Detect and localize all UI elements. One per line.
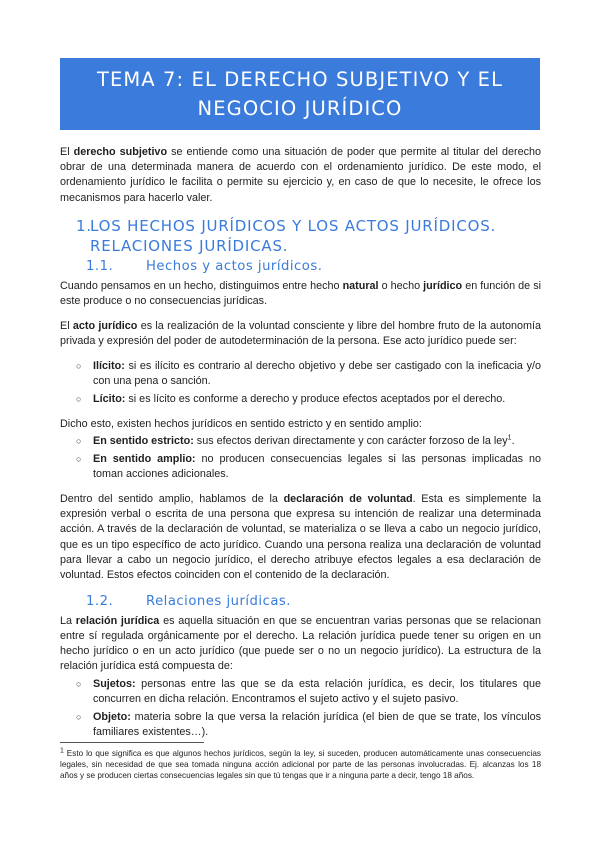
bullet-icon: ○ xyxy=(76,454,82,465)
list-item: ○ En sentido estricto: sus efectos derivan directamente y con carácter forzoso de la ley$^1$. xyxy=(60,434,541,449)
document-body xyxy=(60,145,541,750)
list-estructura xyxy=(60,677,541,741)
section-number: 1. xyxy=(76,216,92,235)
paragraph-relacion: La relación jurídica es aquella situación en que se encuentran varias personas que se relacionan entre sí regulada orgánicamente por el derecho. La relación jurídica puede tener su origen en un hecho jurídico o en un acto jurídico (que puede ser o no un negocio jurídico). La estructura de la relación jurídica está compuesta de: xyxy=(60,614,542,673)
paragraph-declaracion: Dentro del sentido amplio, hablamos de la declaración de voluntad. Esta es simplemente la expresión verbal o escrita de una persona que expresa su intención de realizar una determinada acción. A través de la declaración de voluntad, se materializa o se lleva a cabo un negocio jurídico, que es un tipo específico de acto jurídico. Cuando una persona realiza una declaración de voluntad para llevar a cabo un negocio jurídico, el derecho atribuye efectos legales a esa declaración de voluntad. Estos efectos coinciden con el contenido de la declaración. xyxy=(60,493,541,582)
list-item: ○ Sujetos: personas entre las que se da esta relación jurídica, es decir, los titulares que concurren en dicha relación. Encontramos el sujeto activo y el sujeto pasivo. xyxy=(76,677,541,705)
section-title: LOS HECHOS JURÍDICOS Y LOS ACTOS JURÍDICOS. RELACIONES JURÍDICAS. xyxy=(90,216,497,255)
bullet-icon: ○ xyxy=(76,394,82,405)
bullet-icon: ○ xyxy=(76,435,82,446)
list-item: ○ En sentido amplio: no producen consecuencias legales si las personas implicadas no toman acciones adicionales. xyxy=(76,453,541,481)
bullet-icon: ○ xyxy=(76,711,82,722)
intro-paragraph: El derecho subjetivo se entiende como una situación de poder que permite al titular del derecho obrar de una determinada manera de acuerdo con el ordenamiento jurídico. De este modo, el ordenamiento jurídico le facilita o permite su ejercicio y, en caso de que lo necesite, le ofrece los mecanismos para hacerlo valer. xyxy=(60,146,541,204)
footnote-ref[interactable]: 1 xyxy=(507,434,512,442)
paragraph-hechos: Cuando pensamos en un hecho, distinguimos entre hecho natural o hecho jurídico en función de si este produce o no consecuencias jurídicas. xyxy=(60,279,542,308)
bullet-icon: ○ xyxy=(76,678,82,689)
list-acto-types xyxy=(60,359,541,408)
bullet-icon: ○ xyxy=(76,360,82,371)
footnote: $^1$ Esto lo que significa es que algunos hechos jurídicos, según la ley, si suceden, producen automáticamente unas consecuencias legales, sin necesidad de que sea tomada ninguna acción adicional por parte de las personas involucradas. Ej. alcanzas los 18 años y se producen ciertas consecuencias legales sin que tú tengas que ir a ninguna parte a decir, tengo 18 años. xyxy=(60,747,541,781)
list-item: ○ Lícito: si es lícito es conforme a derecho y produce efectos aceptados por el derecho. xyxy=(60,392,541,407)
paragraph-sentidos: Dicho esto, existen hechos jurídicos en sentido estricto y en sentido amplio: xyxy=(60,417,422,430)
paragraph-acto-juridico: El acto jurídico es la realización de la voluntad consciente y libre del hombre fruto de la autonomía privada y expresión del poder de autodeterminación de la persona. Ese acto jurídico puede ser: xyxy=(60,319,541,347)
list-item: ○ Objeto: materia sobre la que versa la relación jurídica (el bien de que se trate, los vínculos familiares existentes…). xyxy=(76,710,541,739)
subsection-heading-1-1: 1.1. Hechos y actos jurídicos. xyxy=(86,258,323,274)
subsection-heading-1-2: 1.2. Relaciones jurídicas. xyxy=(86,593,291,609)
section-heading-1 xyxy=(60,216,541,256)
page-title: TEMA 7: EL DERECHO SUBJETIVO Y EL NEGOCIO JURÍDICO xyxy=(60,58,540,130)
list-sentidos xyxy=(60,434,541,483)
footnote-divider xyxy=(60,742,204,743)
list-item: ○ Ilícito: si es ilícito es contrario al derecho objetivo y debe ser castigado con la ineficacia y/o con una pena o sanción. xyxy=(76,359,541,387)
